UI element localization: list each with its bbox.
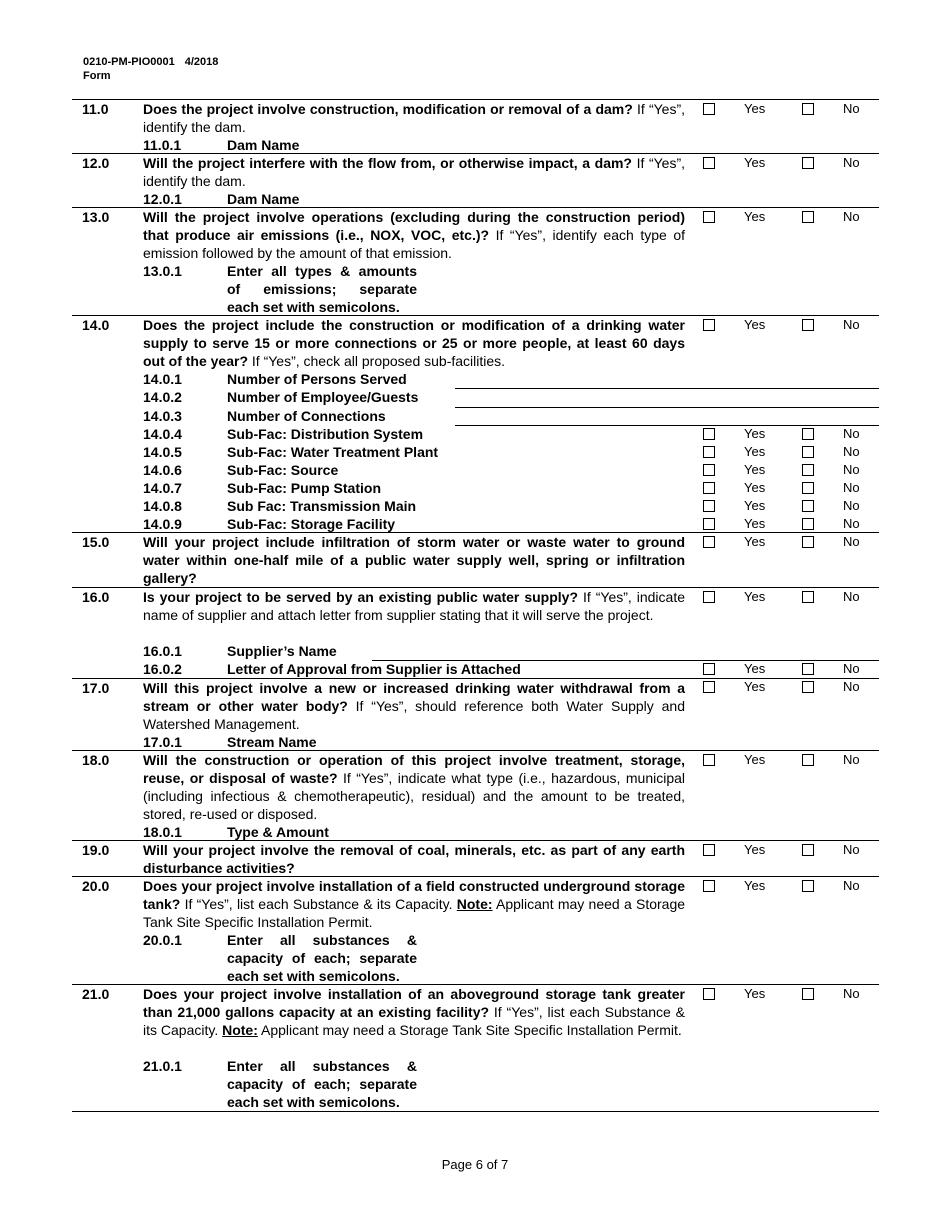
yes-checkbox[interactable]	[703, 464, 715, 476]
no-checkbox[interactable]	[802, 844, 814, 856]
no-label: No	[843, 101, 860, 116]
form-date: 4/2018	[184, 56, 219, 68]
no-checkbox[interactable]	[802, 681, 814, 693]
section-number: 11.0	[82, 101, 109, 117]
sub-number: 13.0.1	[143, 263, 182, 279]
yes-checkbox[interactable]	[703, 536, 715, 548]
yes-checkbox[interactable]	[703, 754, 715, 766]
section-number: 21.0	[82, 986, 110, 1002]
no-label: No	[843, 426, 860, 441]
no-label: No	[843, 679, 860, 694]
section-16	[72, 587, 879, 679]
sub-label: Sub-Fac: Storage Facility	[227, 516, 396, 532]
yes-label: Yes	[744, 679, 766, 694]
sub-label: Number of Persons Served	[227, 371, 407, 387]
yes-checkbox[interactable]	[703, 482, 715, 494]
yes-checkbox[interactable]	[703, 591, 715, 603]
section-15	[72, 532, 879, 588]
no-label: No	[843, 589, 860, 604]
yes-label: Yes	[744, 444, 766, 459]
no-label: No	[843, 878, 860, 893]
no-checkbox[interactable]	[802, 500, 814, 512]
yes-label: Yes	[744, 101, 766, 116]
no-label: No	[843, 842, 860, 857]
yes-label: Yes	[744, 209, 766, 224]
yes-label: Yes	[744, 516, 766, 531]
no-label: No	[843, 209, 860, 224]
yes-checkbox[interactable]	[703, 663, 715, 675]
sub-number: 16.0.1	[143, 643, 182, 659]
yes-label: Yes	[744, 752, 766, 767]
yes-label: Yes	[744, 462, 766, 477]
sub-label: Enter all substances & capacity of each; separate each set with semicolons.	[227, 1058, 417, 1110]
yes-checkbox[interactable]	[703, 319, 715, 331]
yes-label: Yes	[744, 589, 766, 604]
page-number: Page 6 of 7	[441, 1157, 509, 1172]
section-number: 13.0	[82, 209, 110, 225]
sub-number: 21.0.1	[143, 1058, 182, 1074]
no-label: No	[843, 661, 860, 676]
section-11	[72, 99, 879, 154]
sub-label: Supplier’s Name	[227, 643, 337, 659]
section-18	[72, 750, 879, 841]
yes-checkbox[interactable]	[703, 844, 715, 856]
sub-number: 12.0.1	[143, 191, 182, 207]
sub-number: 14.0.8	[143, 498, 182, 514]
question-text: Is your project to be served by an existing public water supply? If “Yes”, indicate name of supplier and attach letter from supplier stating that it will serve the project.	[143, 589, 685, 623]
section-number: 16.0	[82, 589, 110, 605]
yes-checkbox[interactable]	[703, 880, 715, 892]
no-checkbox[interactable]	[802, 211, 814, 223]
persons-served-field[interactable]	[455, 388, 879, 389]
section-19	[72, 840, 879, 877]
sub-number: 16.0.2	[143, 661, 182, 677]
no-label: No	[843, 462, 860, 477]
form-code: 0210-PM-PIO0001	[83, 56, 175, 68]
sub-number: 17.0.1	[143, 734, 182, 750]
yes-label: Yes	[744, 661, 766, 676]
yes-checkbox[interactable]	[703, 446, 715, 458]
form-header	[83, 55, 218, 83]
sub-number: 11.0.1	[143, 137, 182, 153]
no-label: No	[843, 498, 860, 513]
yes-label: Yes	[744, 498, 766, 513]
no-checkbox[interactable]	[802, 663, 814, 675]
sub-number: 14.0.5	[143, 444, 182, 460]
no-label: No	[843, 155, 860, 170]
section-number: 12.0	[82, 155, 110, 171]
sub-label: Dam Name	[227, 191, 300, 207]
sub-label: Sub Fac: Transmission Main	[227, 498, 417, 514]
sub-number: 14.0.1	[143, 371, 182, 387]
sub-label: Sub-Fac: Water Treatment Plant	[227, 444, 439, 460]
section-number: 19.0	[82, 842, 110, 858]
no-checkbox[interactable]	[802, 754, 814, 766]
question-text: Does your project involve installation of a field constructed underground storage tank? If “Yes”, list each Substance & its Capacity. Note: Applicant may need a Storage Tank Site Specific Installation Permit.	[143, 878, 686, 930]
sub-number: 18.0.1	[143, 824, 182, 840]
yes-checkbox[interactable]	[703, 103, 715, 115]
no-checkbox[interactable]	[802, 482, 814, 494]
section-13	[72, 207, 879, 316]
sub-label: Dam Name	[227, 137, 300, 153]
sub-label: Number of Connections	[227, 408, 386, 424]
section-number: 14.0	[82, 317, 110, 333]
yes-checkbox[interactable]	[703, 211, 715, 223]
yes-checkbox[interactable]	[703, 500, 715, 512]
question-text: Does the project involve construction, modification or removal of a dam? If “Yes”, identify the dam.	[143, 101, 686, 135]
sub-label: Sub-Fac: Pump Station	[227, 480, 381, 496]
section-20	[72, 876, 879, 985]
yes-label: Yes	[744, 426, 766, 441]
sub-number: 14.0.9	[143, 516, 182, 532]
section-number: 15.0	[82, 534, 110, 550]
section-number: 20.0	[82, 878, 110, 894]
yes-checkbox[interactable]	[703, 988, 715, 1000]
question-text: Will this project involve a new or increased drinking water withdrawal from a stream or other water body? If “Yes”, should reference both Water Supply and Watershed Management.	[143, 680, 685, 732]
yes-label: Yes	[744, 317, 766, 332]
question-text: Will the construction or operation of this project involve treatment, storage, reuse, or disposal of waste? If “Yes”, indicate what type (i.e., hazardous, municipal (including infectious & chemotherapeutic), residual) and the amount to be treated, stored, re-used or disposed.	[143, 752, 686, 822]
no-checkbox[interactable]	[802, 591, 814, 603]
yes-checkbox[interactable]	[703, 681, 715, 693]
no-label: No	[843, 534, 860, 549]
no-checkbox[interactable]	[802, 988, 814, 1000]
sub-label: Letter of Approval from Supplier is Attached	[227, 661, 521, 677]
sub-label: Type & Amount	[227, 824, 329, 840]
no-label: No	[843, 986, 860, 1001]
sub-number: 14.0.3	[143, 408, 182, 424]
sub-number: 20.0.1	[143, 932, 182, 948]
yes-checkbox[interactable]	[703, 428, 715, 440]
no-label: No	[843, 317, 860, 332]
yes-label: Yes	[744, 534, 766, 549]
sub-label: Enter all substances & capacity of each; separate each set with semicolons.	[227, 932, 417, 984]
sub-label: Number of Employee/Guests	[227, 389, 419, 405]
no-checkbox[interactable]	[802, 428, 814, 440]
sub-number: 14.0.7	[143, 480, 182, 496]
form-label: Form	[83, 70, 111, 82]
section-21	[72, 984, 879, 1112]
yes-label: Yes	[744, 842, 766, 857]
question-text: Will your project involve the removal of coal, minerals, etc. as part of any earth disturbance activities?	[143, 842, 685, 876]
no-checkbox[interactable]	[802, 103, 814, 115]
sub-label: Sub-Fac: Distribution System	[227, 426, 424, 442]
no-checkbox[interactable]	[802, 880, 814, 892]
yes-label: Yes	[744, 878, 766, 893]
no-label: No	[843, 480, 860, 495]
question-text: Does your project involve installation of an aboveground storage tank greater than 21,000 gallons capacity at an existing facility? If “Yes”, list each Substance & its Capacity. Note: Applicant may need a Storage Tank Site Specific Installation Permit.	[143, 986, 686, 1038]
sub-number: 14.0.4	[143, 426, 182, 442]
section-number: 18.0	[82, 752, 110, 768]
section-17	[72, 678, 879, 751]
yes-checkbox[interactable]	[703, 518, 715, 530]
no-checkbox[interactable]	[802, 536, 814, 548]
section-number: 17.0	[82, 680, 110, 696]
yes-label: Yes	[744, 986, 766, 1001]
question-text: Will the project involve operations (excluding during the construction period) that produce air emissions (i.e., NOX, VOC, etc.)? If “Yes”, identify each type of emission followed by the amount of that emission.	[143, 209, 685, 261]
question-text: Will your project include infiltration of storm water or waste water to ground water within one-half mile of a public water supply well, spring or infiltration gallery?	[143, 534, 685, 586]
yes-label: Yes	[744, 155, 766, 170]
yes-checkbox[interactable]	[703, 157, 715, 169]
yes-label: Yes	[744, 480, 766, 495]
section-14	[72, 315, 879, 533]
sub-label: Sub-Fac: Source	[227, 462, 339, 478]
sub-number: 14.0.6	[143, 462, 182, 478]
no-checkbox[interactable]	[802, 518, 814, 530]
section-12	[72, 153, 879, 208]
connections-field[interactable]	[455, 425, 879, 426]
question-text: Does the project include the construction or modification of a drinking water supply to serve 15 or more connections or 25 or more people, at least 60 days out of the year? If “Yes”, check all proposed sub-facilities.	[143, 317, 685, 369]
employee-guests-field[interactable]	[455, 407, 879, 408]
no-checkbox[interactable]	[802, 319, 814, 331]
sub-label: Enter all types & amounts of emissions; separate each set with semicolons.	[227, 263, 417, 315]
sub-label: Stream Name	[227, 734, 317, 750]
no-checkbox[interactable]	[802, 464, 814, 476]
no-label: No	[843, 516, 860, 531]
no-label: No	[843, 752, 860, 767]
no-checkbox[interactable]	[802, 157, 814, 169]
no-label: No	[843, 444, 860, 459]
no-checkbox[interactable]	[802, 446, 814, 458]
question-text: Will the project interfere with the flow from, or otherwise impact, a dam? If “Yes”, identify the dam.	[143, 155, 685, 189]
sub-number: 14.0.2	[143, 389, 182, 405]
